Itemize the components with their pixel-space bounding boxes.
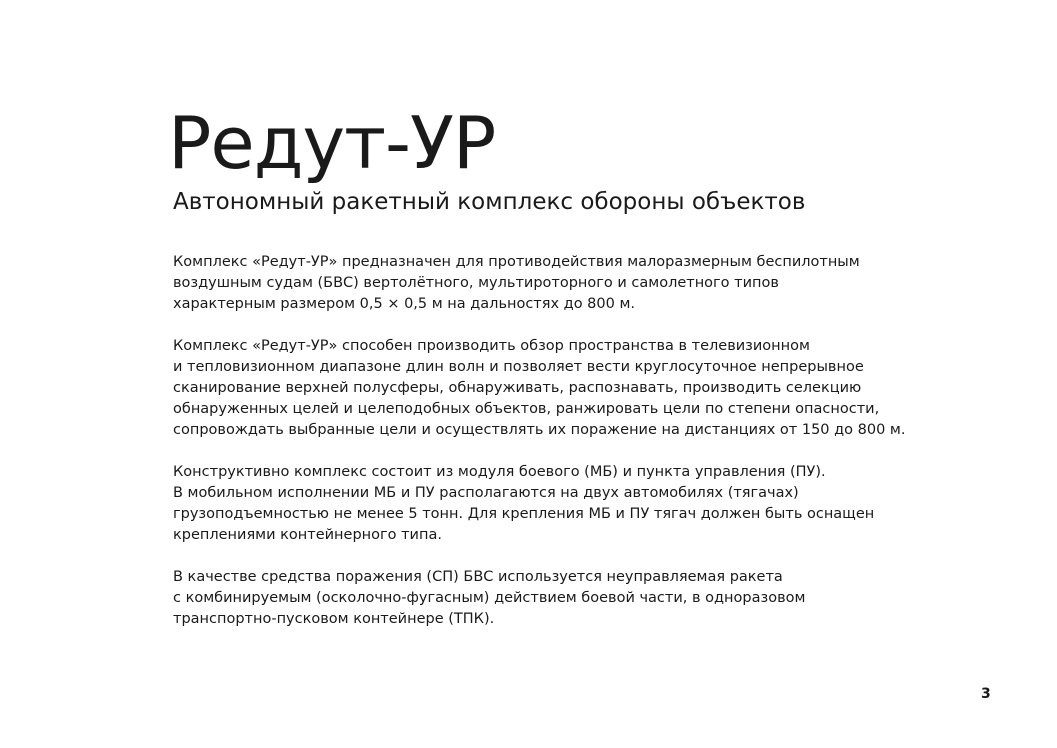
text-line: с комбинируемым (осколочно-фугасным) действием боевой части, в одноразовом — [173, 590, 806, 606]
page-subtitle: Автономный ракетный комплекс обороны объектов — [173, 189, 806, 215]
text-line: воздушным судам (БВС) вертолётного, мультироторного и самолетного типов — [173, 275, 779, 291]
paragraph-capabilities — [173, 336, 953, 441]
text-line: креплениями контейнерного типа. — [173, 527, 442, 543]
text-line: В мобильном исполнении МБ и ПУ располагаются на двух автомобилях (тягачах) — [173, 485, 799, 501]
page-title: Редут-УР — [168, 101, 496, 185]
page-number: 3 — [981, 686, 991, 702]
text-line: Комплекс «Редут-УР» способен производить обзор пространства в телевизионном — [173, 338, 810, 354]
text-line: Комплекс «Редут-УР» предназначен для противодействия малоразмерным беспилотным — [173, 254, 860, 270]
text-line: и тепловизионном диапазоне длин волн и позволяет вести круглосуточное непрерывное — [173, 359, 864, 375]
body-text — [173, 252, 953, 651]
text-line: сопровождать выбранные цели и осуществлять их поражение на дистанциях от 150 до 800 м. — [173, 422, 906, 438]
paragraph-design — [173, 462, 953, 546]
paragraph-weapon — [173, 567, 953, 630]
text-line: грузоподъемностью не менее 5 тонн. Для крепления МБ и ПУ тягач должен быть оснащен — [173, 506, 875, 522]
text-line: транспортно-пусковом контейнере (ТПК). — [173, 611, 495, 627]
paragraph-purpose — [173, 252, 953, 315]
text-line: сканирование верхней полусферы, обнаруживать, распознавать, производить селекцию — [173, 380, 862, 396]
text-line: обнаруженных целей и целеподобных объектов, ранжировать цели по степени опасности, — [173, 401, 880, 417]
text-line: Конструктивно комплекс состоит из модуля боевого (МБ) и пункта управления (ПУ). — [173, 464, 826, 480]
text-line: характерным размером 0,5 × 0,5 м на дальностях до 800 м. — [173, 296, 636, 312]
text-line: В качестве средства поражения (СП) БВС используется неуправляемая ракета — [173, 569, 783, 585]
